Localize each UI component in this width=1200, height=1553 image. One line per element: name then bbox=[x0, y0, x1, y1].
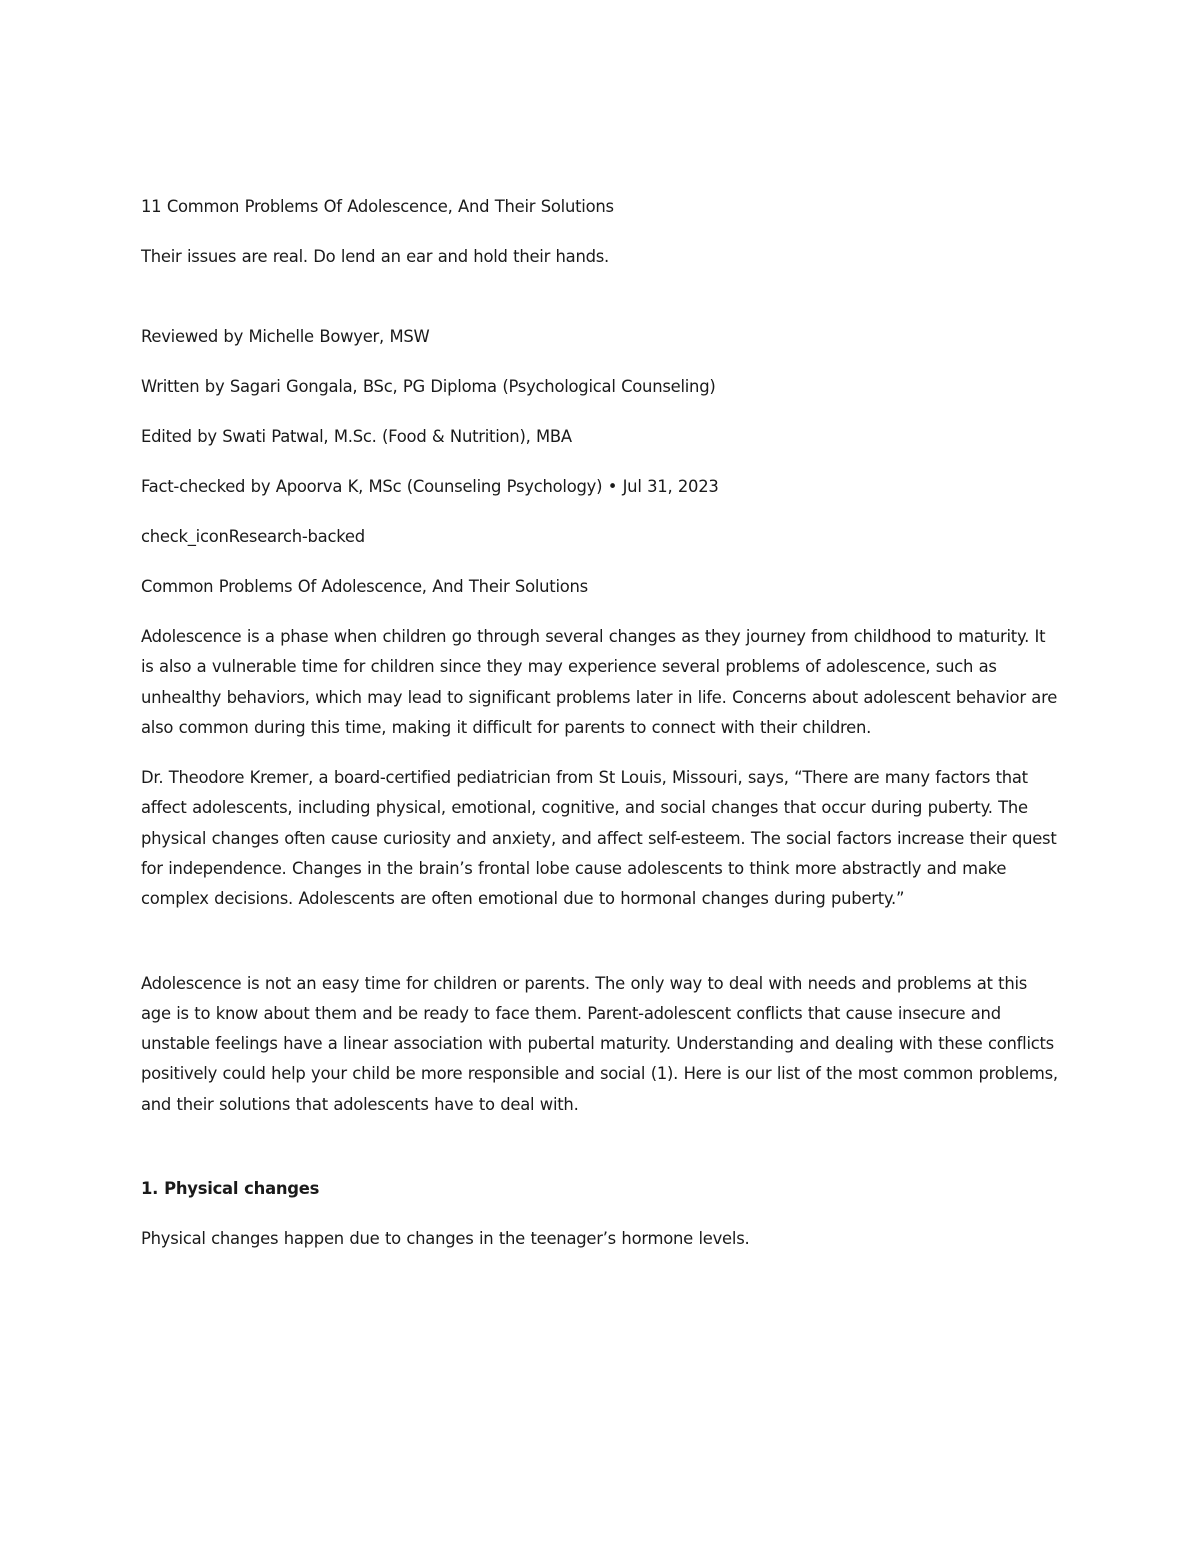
physical-changes-paragraph: Physical changes happen due to changes in the teenager’s hormone levels. bbox=[141, 1229, 750, 1249]
intro-paragraph: Adolescence is a phase when children go through several changes as they journey from childhood to maturity. It is also a vulnerable time for children since they may experience several problems of adolescence, such as unhealthy behaviors, which may lead to significant problems later in life. Concerns about adolescent behavior are also common during this time, making it difficult for parents to connect with their children. bbox=[141, 627, 1058, 738]
section-heading-physical-changes: 1. Physical changes bbox=[141, 1179, 320, 1199]
article-title: 11 Common Problems Of Adolescence, And Their Solutions bbox=[141, 197, 614, 216]
section-title: Common Problems Of Adolescence, And Their Solutions bbox=[141, 577, 588, 597]
overview-paragraph: Adolescence is not an easy time for children or parents. The only way to deal with needs and problems at this age is to know about them and be ready to face them. Parent-adolescent conflicts that cause insecure and unstable feelings have a linear association with pubertal maturity. Understanding and dealing with these conflicts positively could help your child be more responsible and social (1). Here is our list of the most common problems, and their solutions that adolescents have to deal with. bbox=[141, 973, 1058, 1114]
document-body bbox=[141, 192, 1061, 1274]
research-backed-badge: check_iconResearch-backed bbox=[141, 527, 365, 547]
article-subtitle: Their issues are real. Do lend an ear and hold their hands. bbox=[141, 246, 610, 266]
fact-checker-credit: Fact-checked by Apoorva K, MSc (Counseling Psychology) • Jul 31, 2023 bbox=[141, 477, 719, 497]
author-credit: Written by Sagari Gongala, BSc, PG Diploma (Psychological Counseling) bbox=[141, 377, 716, 397]
reviewer-credit: Reviewed by Michelle Bowyer, MSW bbox=[141, 327, 430, 347]
editor-credit: Edited by Swati Patwal, M.Sc. (Food & Nutrition), MBA bbox=[141, 427, 572, 447]
quote-paragraph: Dr. Theodore Kremer, a board-certified pediatrician from St Louis, Missouri, says, “There are many factors that affect adolescents, including physical, emotional, cognitive, and social changes that occur during puberty. The physical changes often cause curiosity and anxiety, and affect self-esteem. The social factors increase their quest for independence. Changes in the brain’s frontal lobe cause adolescents to think more abstractly and make complex decisions. Adolescents are often emotional due to hormonal changes during puberty.” bbox=[141, 768, 1057, 909]
